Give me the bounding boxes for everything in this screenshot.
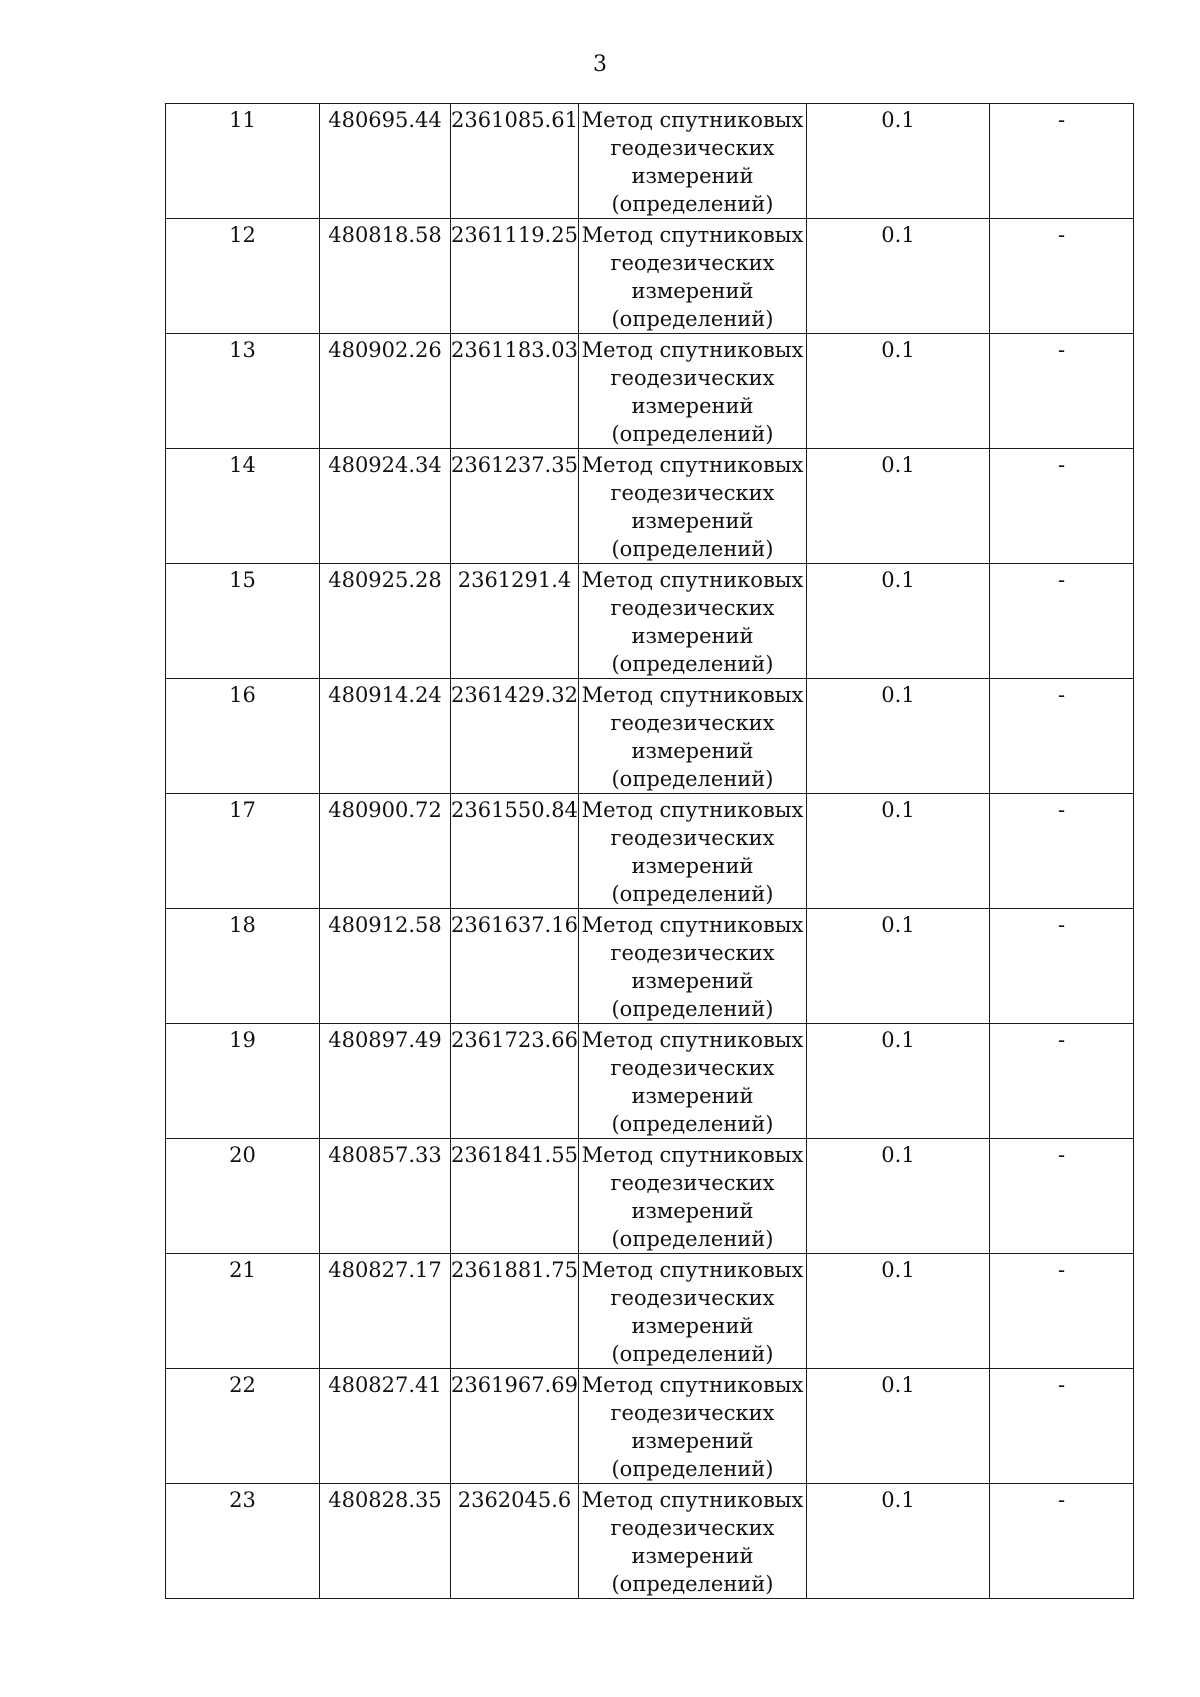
accuracy-cell: [807, 1484, 990, 1599]
x-coordinate-cell: [320, 564, 451, 679]
point-number-cell: [166, 1024, 320, 1139]
method-line: (определений): [611, 422, 774, 446]
x-coordinate-cell-text: 480827.17: [328, 1258, 442, 1282]
method-line: (определений): [611, 882, 774, 906]
table-row: [166, 1024, 1134, 1139]
x-coordinate-cell-text: 480902.26: [328, 338, 442, 362]
method-line: (определений): [611, 1112, 774, 1136]
method-line: измерений: [631, 739, 754, 763]
x-coordinate-cell: [320, 909, 451, 1024]
point-number-cell: [166, 679, 320, 794]
note-cell: [990, 1369, 1134, 1484]
x-coordinate-cell: [320, 1484, 451, 1599]
x-coordinate-cell-text: 480924.34: [328, 453, 442, 477]
note-cell-text: -: [1057, 338, 1066, 362]
method-line: геодезических: [610, 941, 775, 965]
method-line: измерений: [631, 164, 754, 188]
y-coordinate-cell-text: 2361550.84: [451, 798, 578, 822]
accuracy-cell: [807, 449, 990, 564]
point-number-cell-text: 18: [229, 913, 256, 937]
method-line: измерений: [631, 854, 754, 878]
coordinates-table: [165, 103, 1134, 1599]
note-cell: [990, 334, 1134, 449]
y-coordinate-cell-text: 2361637.16: [451, 913, 578, 937]
method-cell: [579, 679, 807, 794]
method-line: измерений: [631, 969, 754, 993]
y-coordinate-cell-text: 2361085.61: [451, 108, 578, 132]
y-coordinate-cell: [451, 219, 579, 334]
method-line: Метод спутниковых: [581, 568, 804, 592]
method-line: Метод спутниковых: [581, 1373, 804, 1397]
note-cell-text: -: [1057, 1488, 1066, 1512]
point-number-cell: [166, 449, 320, 564]
note-cell: [990, 1139, 1134, 1254]
method-cell: [579, 794, 807, 909]
method-cell: [579, 449, 807, 564]
method-line: Метод спутниковых: [581, 338, 804, 362]
point-number-cell-text: 16: [229, 683, 256, 707]
table-row: [166, 794, 1134, 909]
method-line: (определений): [611, 652, 774, 676]
accuracy-cell: [807, 219, 990, 334]
note-cell-text: -: [1057, 798, 1066, 822]
note-cell-text: -: [1057, 683, 1066, 707]
point-number-cell-text: 19: [229, 1028, 256, 1052]
table-row: [166, 334, 1134, 449]
method-line: геодезических: [610, 1286, 775, 1310]
x-coordinate-cell-text: 480897.49: [328, 1028, 442, 1052]
method-line: геодезических: [610, 1516, 775, 1540]
method-line: Метод спутниковых: [581, 1143, 804, 1167]
accuracy-cell: [807, 1254, 990, 1369]
method-line: геодезических: [610, 711, 775, 735]
method-line: (определений): [611, 997, 774, 1021]
note-cell: [990, 679, 1134, 794]
accuracy-cell: [807, 334, 990, 449]
y-coordinate-cell-text: 2361183.03: [451, 338, 578, 362]
note-cell-text: -: [1057, 223, 1066, 247]
point-number-cell-text: 20: [229, 1143, 256, 1167]
method-cell: [579, 1024, 807, 1139]
method-line: Метод спутниковых: [581, 1028, 804, 1052]
method-cell: [579, 1139, 807, 1254]
x-coordinate-cell-text: 480818.58: [328, 223, 442, 247]
method-line: (определений): [611, 1342, 774, 1366]
method-line: измерений: [631, 509, 754, 533]
table-row: [166, 449, 1134, 564]
method-line: (определений): [611, 767, 774, 791]
method-cell: [579, 1484, 807, 1599]
accuracy-cell-text: 0.1: [881, 568, 915, 592]
method-line: измерений: [631, 1544, 754, 1568]
method-line: геодезических: [610, 251, 775, 275]
page-number: 3: [593, 52, 607, 77]
method-cell: [579, 334, 807, 449]
method-cell: [579, 104, 807, 219]
method-line: (определений): [611, 537, 774, 561]
method-line: Метод спутниковых: [581, 223, 804, 247]
y-coordinate-cell: [451, 104, 579, 219]
note-cell-text: -: [1057, 568, 1066, 592]
point-number-cell-text: 14: [229, 453, 256, 477]
table-row: [166, 1139, 1134, 1254]
table-row: [166, 1254, 1134, 1369]
method-line: измерений: [631, 1429, 754, 1453]
x-coordinate-cell: [320, 334, 451, 449]
method-line: геодезических: [610, 826, 775, 850]
y-coordinate-cell: [451, 1024, 579, 1139]
method-line: Метод спутниковых: [581, 1488, 804, 1512]
table-row: [166, 1484, 1134, 1599]
note-cell: [990, 104, 1134, 219]
method-line: Метод спутниковых: [581, 108, 804, 132]
method-line: (определений): [611, 307, 774, 331]
table-row: [166, 104, 1134, 219]
x-coordinate-cell: [320, 1369, 451, 1484]
note-cell: [990, 449, 1134, 564]
point-number-cell-text: 17: [229, 798, 256, 822]
x-coordinate-cell-text: 480695.44: [328, 108, 442, 132]
y-coordinate-cell-text: 2361119.25: [451, 223, 578, 247]
point-number-cell-text: 13: [229, 338, 256, 362]
accuracy-cell: [807, 1024, 990, 1139]
y-coordinate-cell-text: 2361291.4: [457, 568, 572, 592]
point-number-cell: [166, 909, 320, 1024]
method-line: измерений: [631, 1314, 754, 1338]
point-number-cell: [166, 1369, 320, 1484]
method-line: Метод спутниковых: [581, 913, 804, 937]
method-line: измерений: [631, 1084, 754, 1108]
method-line: измерений: [631, 1199, 754, 1223]
method-line: геодезических: [610, 596, 775, 620]
accuracy-cell-text: 0.1: [881, 1258, 915, 1282]
note-cell-text: -: [1057, 1373, 1066, 1397]
accuracy-cell-text: 0.1: [881, 223, 915, 247]
table-row: [166, 909, 1134, 1024]
method-line: геодезических: [610, 136, 775, 160]
y-coordinate-cell: [451, 1139, 579, 1254]
y-coordinate-cell: [451, 564, 579, 679]
accuracy-cell-text: 0.1: [881, 1028, 915, 1052]
y-coordinate-cell: [451, 909, 579, 1024]
coordinates-table-body: [166, 104, 1134, 1599]
table-row: [166, 1369, 1134, 1484]
table-row: [166, 679, 1134, 794]
x-coordinate-cell: [320, 1254, 451, 1369]
x-coordinate-cell: [320, 219, 451, 334]
point-number-cell: [166, 334, 320, 449]
method-line: Метод спутниковых: [581, 683, 804, 707]
x-coordinate-cell: [320, 1139, 451, 1254]
point-number-cell: [166, 1139, 320, 1254]
accuracy-cell-text: 0.1: [881, 1373, 915, 1397]
x-coordinate-cell: [320, 449, 451, 564]
note-cell: [990, 1254, 1134, 1369]
y-coordinate-cell-text: 2361881.75: [451, 1258, 578, 1282]
x-coordinate-cell-text: 480857.33: [328, 1143, 442, 1167]
point-number-cell: [166, 104, 320, 219]
accuracy-cell: [807, 564, 990, 679]
method-line: Метод спутниковых: [581, 1258, 804, 1282]
point-number-cell: [166, 564, 320, 679]
method-line: измерений: [631, 624, 754, 648]
x-coordinate-cell-text: 480828.35: [328, 1488, 442, 1512]
method-line: геодезических: [610, 1171, 775, 1195]
note-cell-text: -: [1057, 1028, 1066, 1052]
method-line: (определений): [611, 1572, 774, 1596]
x-coordinate-cell-text: 480912.58: [328, 913, 442, 937]
method-cell: [579, 909, 807, 1024]
method-cell: [579, 1254, 807, 1369]
y-coordinate-cell: [451, 334, 579, 449]
y-coordinate-cell-text: 2361237.35: [451, 453, 578, 477]
note-cell-text: -: [1057, 453, 1066, 477]
accuracy-cell: [807, 1139, 990, 1254]
point-number-cell-text: 11: [229, 108, 256, 132]
method-line: геодезических: [610, 366, 775, 390]
method-line: (определений): [611, 1457, 774, 1481]
point-number-cell-text: 22: [229, 1373, 256, 1397]
method-cell: [579, 219, 807, 334]
y-coordinate-cell: [451, 1369, 579, 1484]
x-coordinate-cell: [320, 1024, 451, 1139]
method-line: измерений: [631, 394, 754, 418]
note-cell: [990, 564, 1134, 679]
y-coordinate-cell: [451, 679, 579, 794]
x-coordinate-cell-text: 480914.24: [328, 683, 442, 707]
accuracy-cell: [807, 794, 990, 909]
accuracy-cell: [807, 909, 990, 1024]
y-coordinate-cell-text: 2361723.66: [451, 1028, 578, 1052]
accuracy-cell-text: 0.1: [881, 683, 915, 707]
y-coordinate-cell: [451, 794, 579, 909]
method-line: геодезических: [610, 1056, 775, 1080]
x-coordinate-cell-text: 480925.28: [328, 568, 442, 592]
y-coordinate-cell-text: 2362045.6: [457, 1488, 572, 1512]
point-number-cell-text: 21: [229, 1258, 256, 1282]
note-cell: [990, 1024, 1134, 1139]
y-coordinate-cell: [451, 1484, 579, 1599]
note-cell-text: -: [1057, 108, 1066, 132]
y-coordinate-cell: [451, 1254, 579, 1369]
point-number-cell: [166, 219, 320, 334]
accuracy-cell: [807, 104, 990, 219]
method-line: геодезических: [610, 1401, 775, 1425]
method-line: измерений: [631, 279, 754, 303]
accuracy-cell-text: 0.1: [881, 1488, 915, 1512]
method-line: Метод спутниковых: [581, 798, 804, 822]
accuracy-cell-text: 0.1: [881, 108, 915, 132]
table-row: [166, 564, 1134, 679]
y-coordinate-cell-text: 2361841.55: [451, 1143, 578, 1167]
note-cell-text: -: [1057, 1143, 1066, 1167]
note-cell-text: -: [1057, 913, 1066, 937]
x-coordinate-cell: [320, 679, 451, 794]
accuracy-cell-text: 0.1: [881, 453, 915, 477]
method-cell: [579, 564, 807, 679]
point-number-cell: [166, 794, 320, 909]
method-line: геодезических: [610, 481, 775, 505]
y-coordinate-cell: [451, 449, 579, 564]
accuracy-cell: [807, 1369, 990, 1484]
accuracy-cell-text: 0.1: [881, 1143, 915, 1167]
x-coordinate-cell-text: 480827.41: [328, 1373, 442, 1397]
x-coordinate-cell-text: 480900.72: [328, 798, 442, 822]
table-row: [166, 219, 1134, 334]
accuracy-cell: [807, 679, 990, 794]
note-cell-text: -: [1057, 1258, 1066, 1282]
method-line: (определений): [611, 192, 774, 216]
method-line: Метод спутниковых: [581, 453, 804, 477]
x-coordinate-cell: [320, 104, 451, 219]
point-number-cell-text: 15: [229, 568, 256, 592]
coordinates-table-container: [165, 103, 1133, 1599]
y-coordinate-cell-text: 2361429.32: [451, 683, 578, 707]
point-number-cell: [166, 1254, 320, 1369]
method-line: (определений): [611, 1227, 774, 1251]
note-cell: [990, 1484, 1134, 1599]
note-cell: [990, 909, 1134, 1024]
note-cell: [990, 219, 1134, 334]
point-number-cell: [166, 1484, 320, 1599]
accuracy-cell-text: 0.1: [881, 798, 915, 822]
method-cell: [579, 1369, 807, 1484]
point-number-cell-text: 12: [229, 223, 256, 247]
accuracy-cell-text: 0.1: [881, 913, 915, 937]
point-number-cell-text: 23: [229, 1488, 256, 1512]
accuracy-cell-text: 0.1: [881, 338, 915, 362]
y-coordinate-cell-text: 2361967.69: [451, 1373, 578, 1397]
x-coordinate-cell: [320, 794, 451, 909]
note-cell: [990, 794, 1134, 909]
